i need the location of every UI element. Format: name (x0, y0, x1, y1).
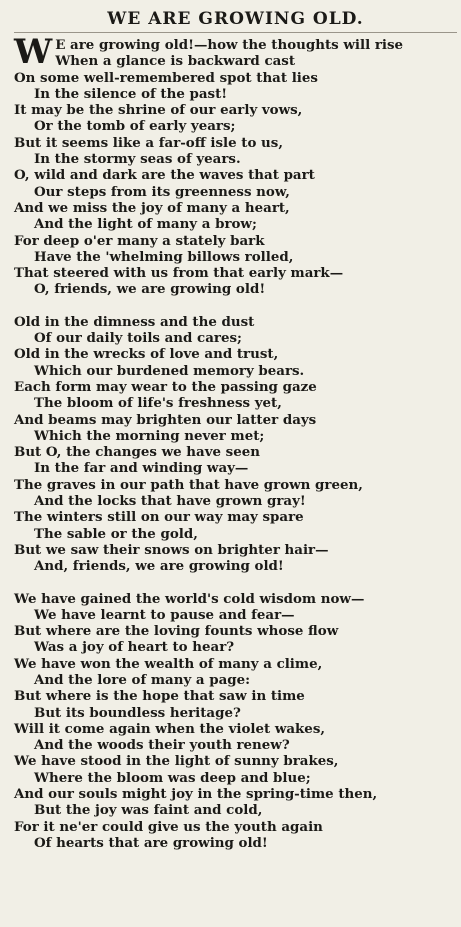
poem-line-text: But we saw their snows on brighter hair— (14, 541, 329, 558)
poem-line-text: For it ne'er could give us the youth again (14, 818, 323, 835)
poem-line (14, 688, 457, 704)
poem-line-text: And, friends, we are growing old! (34, 558, 284, 575)
poem-line (14, 363, 457, 379)
poem-line (14, 281, 457, 297)
poem-line-text: Where the bloom was deep and blue; (34, 769, 311, 786)
poem-line-text: But the joy was faint and cold, (34, 802, 263, 819)
poem-line (14, 184, 457, 200)
poem-line (14, 835, 457, 851)
poem-line-text: When a glance is backward cast (55, 53, 296, 70)
poem-line-text: Or the tomb of early years; (34, 118, 236, 135)
poem-line-text: And our souls might joy in the spring-time then, (14, 786, 378, 803)
poem-line-text: Each form may wear to the passing gaze (14, 378, 317, 395)
poem-line (14, 346, 457, 362)
poem-line (14, 460, 457, 476)
poem-line (14, 86, 457, 102)
poem-line-text: We have stood in the light of sunny brakes, (14, 753, 339, 770)
stanza-3 (14, 591, 457, 852)
poem-line-text: In the far and winding way— (34, 460, 249, 477)
poem-line-text: And the locks that have grown gray! (34, 493, 306, 510)
poem-title: WE ARE GROWING OLD. (14, 8, 457, 33)
poem-line-text: E are growing old!—how the thoughts will rise (55, 37, 404, 53)
poem-line-text: Old in the wrecks of love and trust, (14, 346, 279, 363)
poem-line (14, 428, 457, 444)
poem-line (14, 102, 457, 118)
poem-line (14, 233, 457, 249)
poem-line (14, 118, 457, 134)
poem-line-text: Was a joy of heart to hear? (34, 639, 235, 656)
poem-line-text: We have won the wealth of many a clime, (14, 655, 323, 672)
poem-line (14, 639, 457, 655)
poem-line-text: Will it come again when the violet wakes, (14, 720, 326, 737)
poem-line-text: On some well-remembered spot that lies (14, 69, 318, 86)
poem-line (14, 656, 457, 672)
poem-line-text: It may be the shrine of our early vows, (14, 102, 303, 119)
poem-line (14, 330, 457, 346)
poem-line (14, 477, 457, 493)
stanza-2 (14, 314, 457, 575)
poem-line (14, 444, 457, 460)
poem-line (14, 395, 457, 411)
poem-line (14, 265, 457, 281)
poem-line (14, 526, 457, 542)
poem-line-text: The bloom of life's freshness yet, (34, 395, 282, 412)
poem-line-text: Have the 'whelming billows rolled, (34, 248, 294, 265)
poem-line (14, 167, 457, 183)
poem-line (14, 542, 457, 558)
poem-line-text: The winters still on our way may spare (14, 509, 304, 526)
drop-cap-letter: W (14, 32, 53, 72)
poem-line-text: Old in the dimness and the dust (14, 313, 255, 330)
poem-line (14, 53, 457, 69)
poem-line-text: And the woods their youth renew? (34, 737, 290, 754)
poem-line (14, 721, 457, 737)
poem-line-text: Of hearts that are growing old! (34, 834, 268, 851)
poem-line (14, 753, 457, 769)
poem-line (14, 379, 457, 395)
poem-line-text: Our steps from its greenness now, (34, 183, 290, 200)
poem-body (14, 32, 457, 851)
poem-line-text: And the light of many a brow; (34, 216, 257, 233)
stanza-1 (14, 32, 457, 298)
poem-line (14, 200, 457, 216)
poem-line-text: And beams may brighten our latter days (14, 411, 317, 428)
poem-line (14, 672, 457, 688)
poem-line (14, 151, 457, 167)
poem-line (14, 135, 457, 151)
poem-line (14, 314, 457, 330)
poem-line-text: But it seems like a far-off isle to us, (14, 134, 283, 151)
poem-line-text: But where are the loving founts whose flow (14, 623, 339, 640)
poem-line-text: In the silence of the past! (34, 85, 228, 102)
poem-line (14, 802, 457, 818)
poem-line (14, 558, 457, 574)
poem-line (14, 737, 457, 753)
poem-line (14, 705, 457, 721)
poem-line-text: But O, the changes we have seen (14, 444, 260, 461)
poem-line (14, 509, 457, 525)
poem-line-text: In the stormy seas of years. (34, 151, 241, 168)
poem-line-text: But where is the hope that saw in time (14, 688, 305, 705)
poem-line (14, 786, 457, 802)
poem-line (14, 216, 457, 232)
poem-line-text: We have gained the world's cold wisdom now— (14, 590, 365, 607)
poem-line-text: The sable or the gold, (34, 525, 198, 542)
poem-line (14, 607, 457, 623)
poem-line (14, 591, 457, 607)
poem-line (14, 493, 457, 509)
poem-line (14, 249, 457, 265)
poem-line (14, 70, 457, 86)
poem-line-text: And the lore of many a page: (34, 671, 251, 688)
poem-line-text: We have learnt to pause and fear— (34, 606, 295, 623)
poem-line-text: For deep o'er many a stately bark (14, 232, 265, 249)
poem-line (14, 623, 457, 639)
poem-line-text: Which the morning never met; (34, 427, 265, 444)
poem-line-text: That steered with us from that early mark— (14, 265, 344, 282)
poem-line-text: The graves in our path that have grown green, (14, 476, 363, 493)
poem-line-text: O, wild and dark are the waves that part (14, 167, 315, 184)
poem-line-text: But its boundless heritage? (34, 704, 241, 721)
poem-line (14, 770, 457, 786)
poem-line-text: Which our burdened memory bears. (34, 362, 305, 379)
poem-line-text: And we miss the joy of many a heart, (14, 199, 290, 216)
poem-line (14, 412, 457, 428)
poem-line-text: Of our daily toils and cares; (34, 330, 242, 347)
poem-line (14, 819, 457, 835)
poem-line-text: O, friends, we are growing old! (34, 281, 266, 298)
